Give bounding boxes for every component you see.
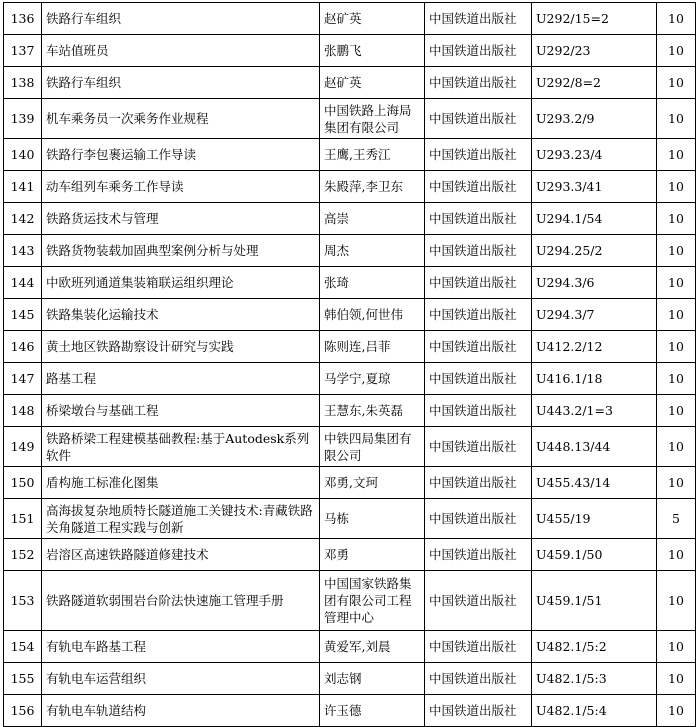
book-publisher: 中国铁道出版社 — [425, 331, 532, 363]
call-number: U459.1/51 — [532, 571, 657, 631]
row-number: 141 — [4, 171, 42, 203]
row-number: 138 — [4, 67, 42, 99]
book-publisher: 中国铁道出版社 — [425, 427, 532, 467]
call-number: U482.1/5:3 — [532, 663, 657, 695]
call-number: U294.3/6 — [532, 267, 657, 299]
row-number: 143 — [4, 235, 42, 267]
book-title: 有轨电车运营组织 — [42, 663, 320, 695]
copy-count: 10 — [657, 35, 696, 67]
book-author: 邓勇,文珂 — [320, 467, 425, 499]
table-row — [4, 363, 696, 395]
book-publisher: 中国铁道出版社 — [425, 235, 532, 267]
book-title: 铁路货物装载加固典型案例分析与处理 — [42, 235, 320, 267]
copy-count: 10 — [657, 171, 696, 203]
call-number: U292/15=2 — [532, 3, 657, 35]
row-number: 140 — [4, 139, 42, 171]
call-number: U412.2/12 — [532, 331, 657, 363]
call-number: U459.1/50 — [532, 539, 657, 571]
copy-count: 10 — [657, 267, 696, 299]
table-row — [4, 571, 696, 631]
row-number: 147 — [4, 363, 42, 395]
book-author: 中国铁路上海局集团有限公司 — [320, 99, 425, 139]
book-title: 岩溶区高速铁路隧道修建技术 — [42, 539, 320, 571]
book-title: 车站值班员 — [42, 35, 320, 67]
copy-count: 10 — [657, 395, 696, 427]
table-row — [4, 663, 696, 695]
table-row — [4, 467, 696, 499]
row-number: 139 — [4, 99, 42, 139]
call-number: U416.1/18 — [532, 363, 657, 395]
copy-count: 10 — [657, 299, 696, 331]
book-title: 铁路集装化运输技术 — [42, 299, 320, 331]
table-row — [4, 235, 696, 267]
book-publisher: 中国铁道出版社 — [425, 363, 532, 395]
book-list-table — [3, 2, 696, 727]
book-author: 赵矿英 — [320, 3, 425, 35]
table-row — [4, 695, 696, 727]
book-title: 有轨电车轨道结构 — [42, 695, 320, 727]
book-publisher: 中国铁道出版社 — [425, 571, 532, 631]
table-row — [4, 331, 696, 363]
book-title: 铁路隧道软弱围岩台阶法快速施工管理手册 — [42, 571, 320, 631]
book-author: 许玉德 — [320, 695, 425, 727]
book-publisher: 中国铁道出版社 — [425, 267, 532, 299]
book-author: 邓勇 — [320, 539, 425, 571]
book-title: 铁路行车组织 — [42, 67, 320, 99]
table-row — [4, 539, 696, 571]
book-title: 铁路行李包裹运输工作导读 — [42, 139, 320, 171]
table-row — [4, 3, 696, 35]
book-author: 高崇 — [320, 203, 425, 235]
book-title: 盾构施工标准化图集 — [42, 467, 320, 499]
call-number: U292/23 — [532, 35, 657, 67]
row-number: 153 — [4, 571, 42, 631]
table-row — [4, 203, 696, 235]
row-number: 137 — [4, 35, 42, 67]
table-body — [4, 3, 696, 727]
call-number: U293.2/9 — [532, 99, 657, 139]
book-author: 张鹏飞 — [320, 35, 425, 67]
table-row — [4, 99, 696, 139]
book-title: 路基工程 — [42, 363, 320, 395]
row-number: 150 — [4, 467, 42, 499]
row-number: 136 — [4, 3, 42, 35]
copy-count: 10 — [657, 631, 696, 663]
book-publisher: 中国铁道出版社 — [425, 499, 532, 539]
book-author: 中铁四局集团有限公司 — [320, 427, 425, 467]
book-publisher: 中国铁道出版社 — [425, 695, 532, 727]
row-number: 148 — [4, 395, 42, 427]
book-title: 机车乘务员一次乘务作业规程 — [42, 99, 320, 139]
book-publisher: 中国铁道出版社 — [425, 203, 532, 235]
copy-count: 10 — [657, 467, 696, 499]
book-author: 陈则连,吕菲 — [320, 331, 425, 363]
book-title: 铁路行车组织 — [42, 3, 320, 35]
copy-count: 10 — [657, 571, 696, 631]
copy-count: 10 — [657, 203, 696, 235]
book-publisher: 中国铁道出版社 — [425, 35, 532, 67]
book-publisher: 中国铁道出版社 — [425, 539, 532, 571]
book-publisher: 中国铁道出版社 — [425, 299, 532, 331]
book-publisher: 中国铁道出版社 — [425, 99, 532, 139]
table-row — [4, 299, 696, 331]
copy-count: 10 — [657, 663, 696, 695]
book-title: 黄土地区铁路勘察设计研究与实践 — [42, 331, 320, 363]
book-author: 张琦 — [320, 267, 425, 299]
book-author: 黄爱军,刘晨 — [320, 631, 425, 663]
book-publisher: 中国铁道出版社 — [425, 67, 532, 99]
row-number: 142 — [4, 203, 42, 235]
book-title: 铁路货运技术与管理 — [42, 203, 320, 235]
call-number: U292/8=2 — [532, 67, 657, 99]
row-number: 149 — [4, 427, 42, 467]
book-author: 王鹰,王秀江 — [320, 139, 425, 171]
row-number: 152 — [4, 539, 42, 571]
copy-count: 10 — [657, 539, 696, 571]
book-title: 中欧班列通道集装箱联运组织理论 — [42, 267, 320, 299]
copy-count: 10 — [657, 139, 696, 171]
copy-count: 10 — [657, 99, 696, 139]
book-author: 马栋 — [320, 499, 425, 539]
book-publisher: 中国铁道出版社 — [425, 171, 532, 203]
table-row — [4, 267, 696, 299]
table-row — [4, 395, 696, 427]
book-publisher: 中国铁道出版社 — [425, 395, 532, 427]
book-author: 马学宁,夏琼 — [320, 363, 425, 395]
call-number: U293.23/4 — [532, 139, 657, 171]
copy-count: 10 — [657, 695, 696, 727]
table-row — [4, 171, 696, 203]
book-publisher: 中国铁道出版社 — [425, 467, 532, 499]
call-number: U294.3/7 — [532, 299, 657, 331]
book-publisher: 中国铁道出版社 — [425, 139, 532, 171]
call-number: U443.2/1=3 — [532, 395, 657, 427]
copy-count: 5 — [657, 499, 696, 539]
row-number: 154 — [4, 631, 42, 663]
row-number: 144 — [4, 267, 42, 299]
book-title: 动车组列车乘务工作导读 — [42, 171, 320, 203]
copy-count: 10 — [657, 363, 696, 395]
book-author: 朱殿萍,李卫东 — [320, 171, 425, 203]
book-author: 韩伯领,何世伟 — [320, 299, 425, 331]
copy-count: 10 — [657, 331, 696, 363]
row-number: 146 — [4, 331, 42, 363]
call-number: U482.1/5:4 — [532, 695, 657, 727]
copy-count: 10 — [657, 427, 696, 467]
table-row — [4, 139, 696, 171]
call-number: U294.1/54 — [532, 203, 657, 235]
row-number: 156 — [4, 695, 42, 727]
call-number: U455/19 — [532, 499, 657, 539]
copy-count: 10 — [657, 3, 696, 35]
book-publisher: 中国铁道出版社 — [425, 663, 532, 695]
book-author: 周杰 — [320, 235, 425, 267]
call-number: U294.25/2 — [532, 235, 657, 267]
book-title: 有轨电车路基工程 — [42, 631, 320, 663]
table-row — [4, 631, 696, 663]
table-row — [4, 35, 696, 67]
book-title: 高海拔复杂地质特长隧道施工关键技术:青藏铁路关角隧道工程实践与创新 — [42, 499, 320, 539]
book-publisher: 中国铁道出版社 — [425, 631, 532, 663]
book-author: 王慧东,朱英磊 — [320, 395, 425, 427]
call-number: U293.3/41 — [532, 171, 657, 203]
book-title: 桥梁墩台与基础工程 — [42, 395, 320, 427]
call-number: U448.13/44 — [532, 427, 657, 467]
table-row — [4, 67, 696, 99]
book-author: 中国国家铁路集团有限公司工程管理中心 — [320, 571, 425, 631]
row-number: 151 — [4, 499, 42, 539]
book-author: 赵矿英 — [320, 67, 425, 99]
copy-count: 10 — [657, 67, 696, 99]
book-publisher: 中国铁道出版社 — [425, 3, 532, 35]
call-number: U482.1/5:2 — [532, 631, 657, 663]
row-number: 155 — [4, 663, 42, 695]
table-row — [4, 499, 696, 539]
table-row — [4, 427, 696, 467]
book-author: 刘志钢 — [320, 663, 425, 695]
copy-count: 10 — [657, 235, 696, 267]
call-number: U455.43/14 — [532, 467, 657, 499]
row-number: 145 — [4, 299, 42, 331]
book-title: 铁路桥梁工程建模基础教程:基于Autodesk系列软件 — [42, 427, 320, 467]
